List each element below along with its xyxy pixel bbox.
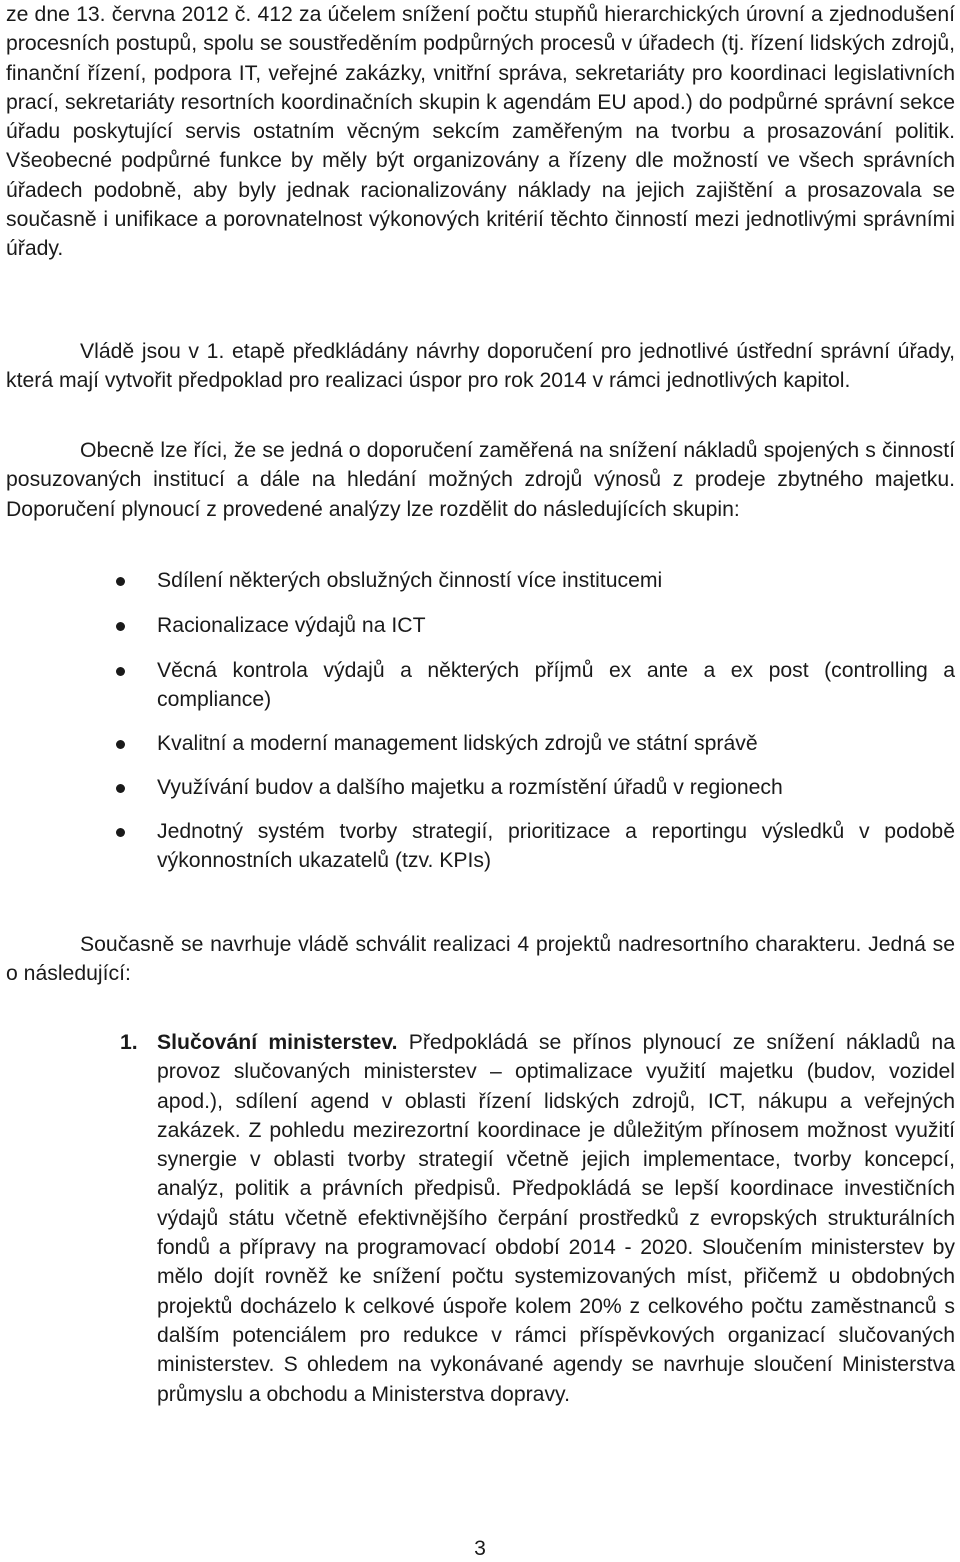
paragraph-recommendations: Obecně lze říci, že se jedná o doporučení zaměřená na snížení nákladů spojených s činností posuzovaných institucí a dále na hledání možných zdrojů výnosů z prodeje zbytného majetku. Doporučení plynoucí z provedené analýzy lze rozdělit do následujících skupin: bbox=[6, 439, 955, 521]
list-item-text: Využívání budov a dalšího majetku a rozmístění úřadů v regionech bbox=[157, 776, 783, 799]
list-item-text: Racionalizace výdajů na ICT bbox=[157, 614, 426, 637]
bullet-icon bbox=[116, 622, 125, 631]
bullet-icon bbox=[116, 740, 125, 749]
numbered-item-text bbox=[157, 1028, 955, 1409]
numbered-item-title: Slučování ministerstev. bbox=[157, 1031, 398, 1054]
numbered-item-body: Předpokládá se přínos plynoucí ze snížení nákladů na provoz slučovaných ministerstev – optimalizace využití majetku (budov, vozidel apod.), sdílení agend v oblasti řízení lidských zdrojů, ICT, nákupu a veřejných zakázek. Z pohledu mezirezortní koordinace je důležitým přínosem možnost využití synergie v oblasti tvorby strategií včetně jejich implementace, tvorby koncepcí, analýz, politik a právních předpisů. Předpokládá se lepší koordinace investičních výdajů státu včetně efektivnějšího čerpání prostředků z evropských strukturálních fondů a přípravy na programovací období 2014 - 2020. Sloučením ministerstev by mělo dojít rovněž ke snížení počtu systemizovaných míst, přičemž u obdobných projektů docházelo k celkové úspoře kolem 20% z celkového počtu zaměstnanců s dalším potenciálem pro redukce v rámci příspěvkových organizací slučovaných ministerstev. S ohledem na vykonávané agendy se navrhuje sloučení Ministerstva průmyslu a obchodu a Ministerstva dopravy. bbox=[157, 1031, 955, 1406]
list-item-text: Jednotný systém tvorby strategií, prioritizace a reportingu výsledků v podobě výkonnostních ukazatelů (tzv. KPIs) bbox=[157, 820, 955, 873]
paragraph-intro: ze dne 13. června 2012 č. 412 za účelem snížení počtu stupňů hierarchických úrovní a zjednodušení procesních postupů, spolu se soustředěním podpůrných procesů v úřadech (tj. řízení lidských zdrojů, finanční řízení, podpora IT, veřejné zakázky, vnitřní správa, sekretariáty pro koordinaci legislativních prací, sekretariáty resortních koordinačních skupin k agendám EU apod.) do podpůrné správní sekce úřadu poskytující servis ostatním věcným sekcím zaměřeným na tvorbu a prosazování politik. Všeobecné podpůrné funkce by měly být organizovány a řízeny dle možností ve všech správních úřadech podobně, aby byly jednak racionalizovány náklady na jejich zajištění a prosazovala se současně i unifikace a porovnatelnost výkonových kritérií těchto činností mezi jednotlivými správními úřady. bbox=[6, 3, 955, 261]
bullet-icon bbox=[116, 828, 125, 837]
bullet-icon bbox=[116, 784, 125, 793]
list-item-text: Sdílení některých obslužných činností více institucemi bbox=[157, 569, 663, 592]
list-item-text: Kvalitní a moderní management lidských zdrojů ve státní správě bbox=[157, 732, 758, 755]
page-number: 3 bbox=[474, 1537, 486, 1560]
bullet-icon bbox=[116, 577, 125, 586]
paragraph-government-proposals: Vládě jsou v 1. etapě předkládány návrhy doporučení pro jednotlivé ústřední správní úřady, která mají vytvořit předpoklad pro realizaci úspor pro rok 2014 v rámci jednotlivých kapitol. bbox=[6, 340, 955, 393]
bullet-icon bbox=[116, 667, 125, 676]
paragraph-projects: Současně se navrhuje vládě schválit realizaci 4 projektů nadresortního charakteru. Jedná se o následující: bbox=[6, 933, 955, 986]
numbered-item-number: 1. bbox=[120, 1031, 138, 1054]
list-item-text: Věcná kontrola výdajů a některých příjmů ex ante a ex post (controlling a compliance) bbox=[157, 659, 955, 712]
